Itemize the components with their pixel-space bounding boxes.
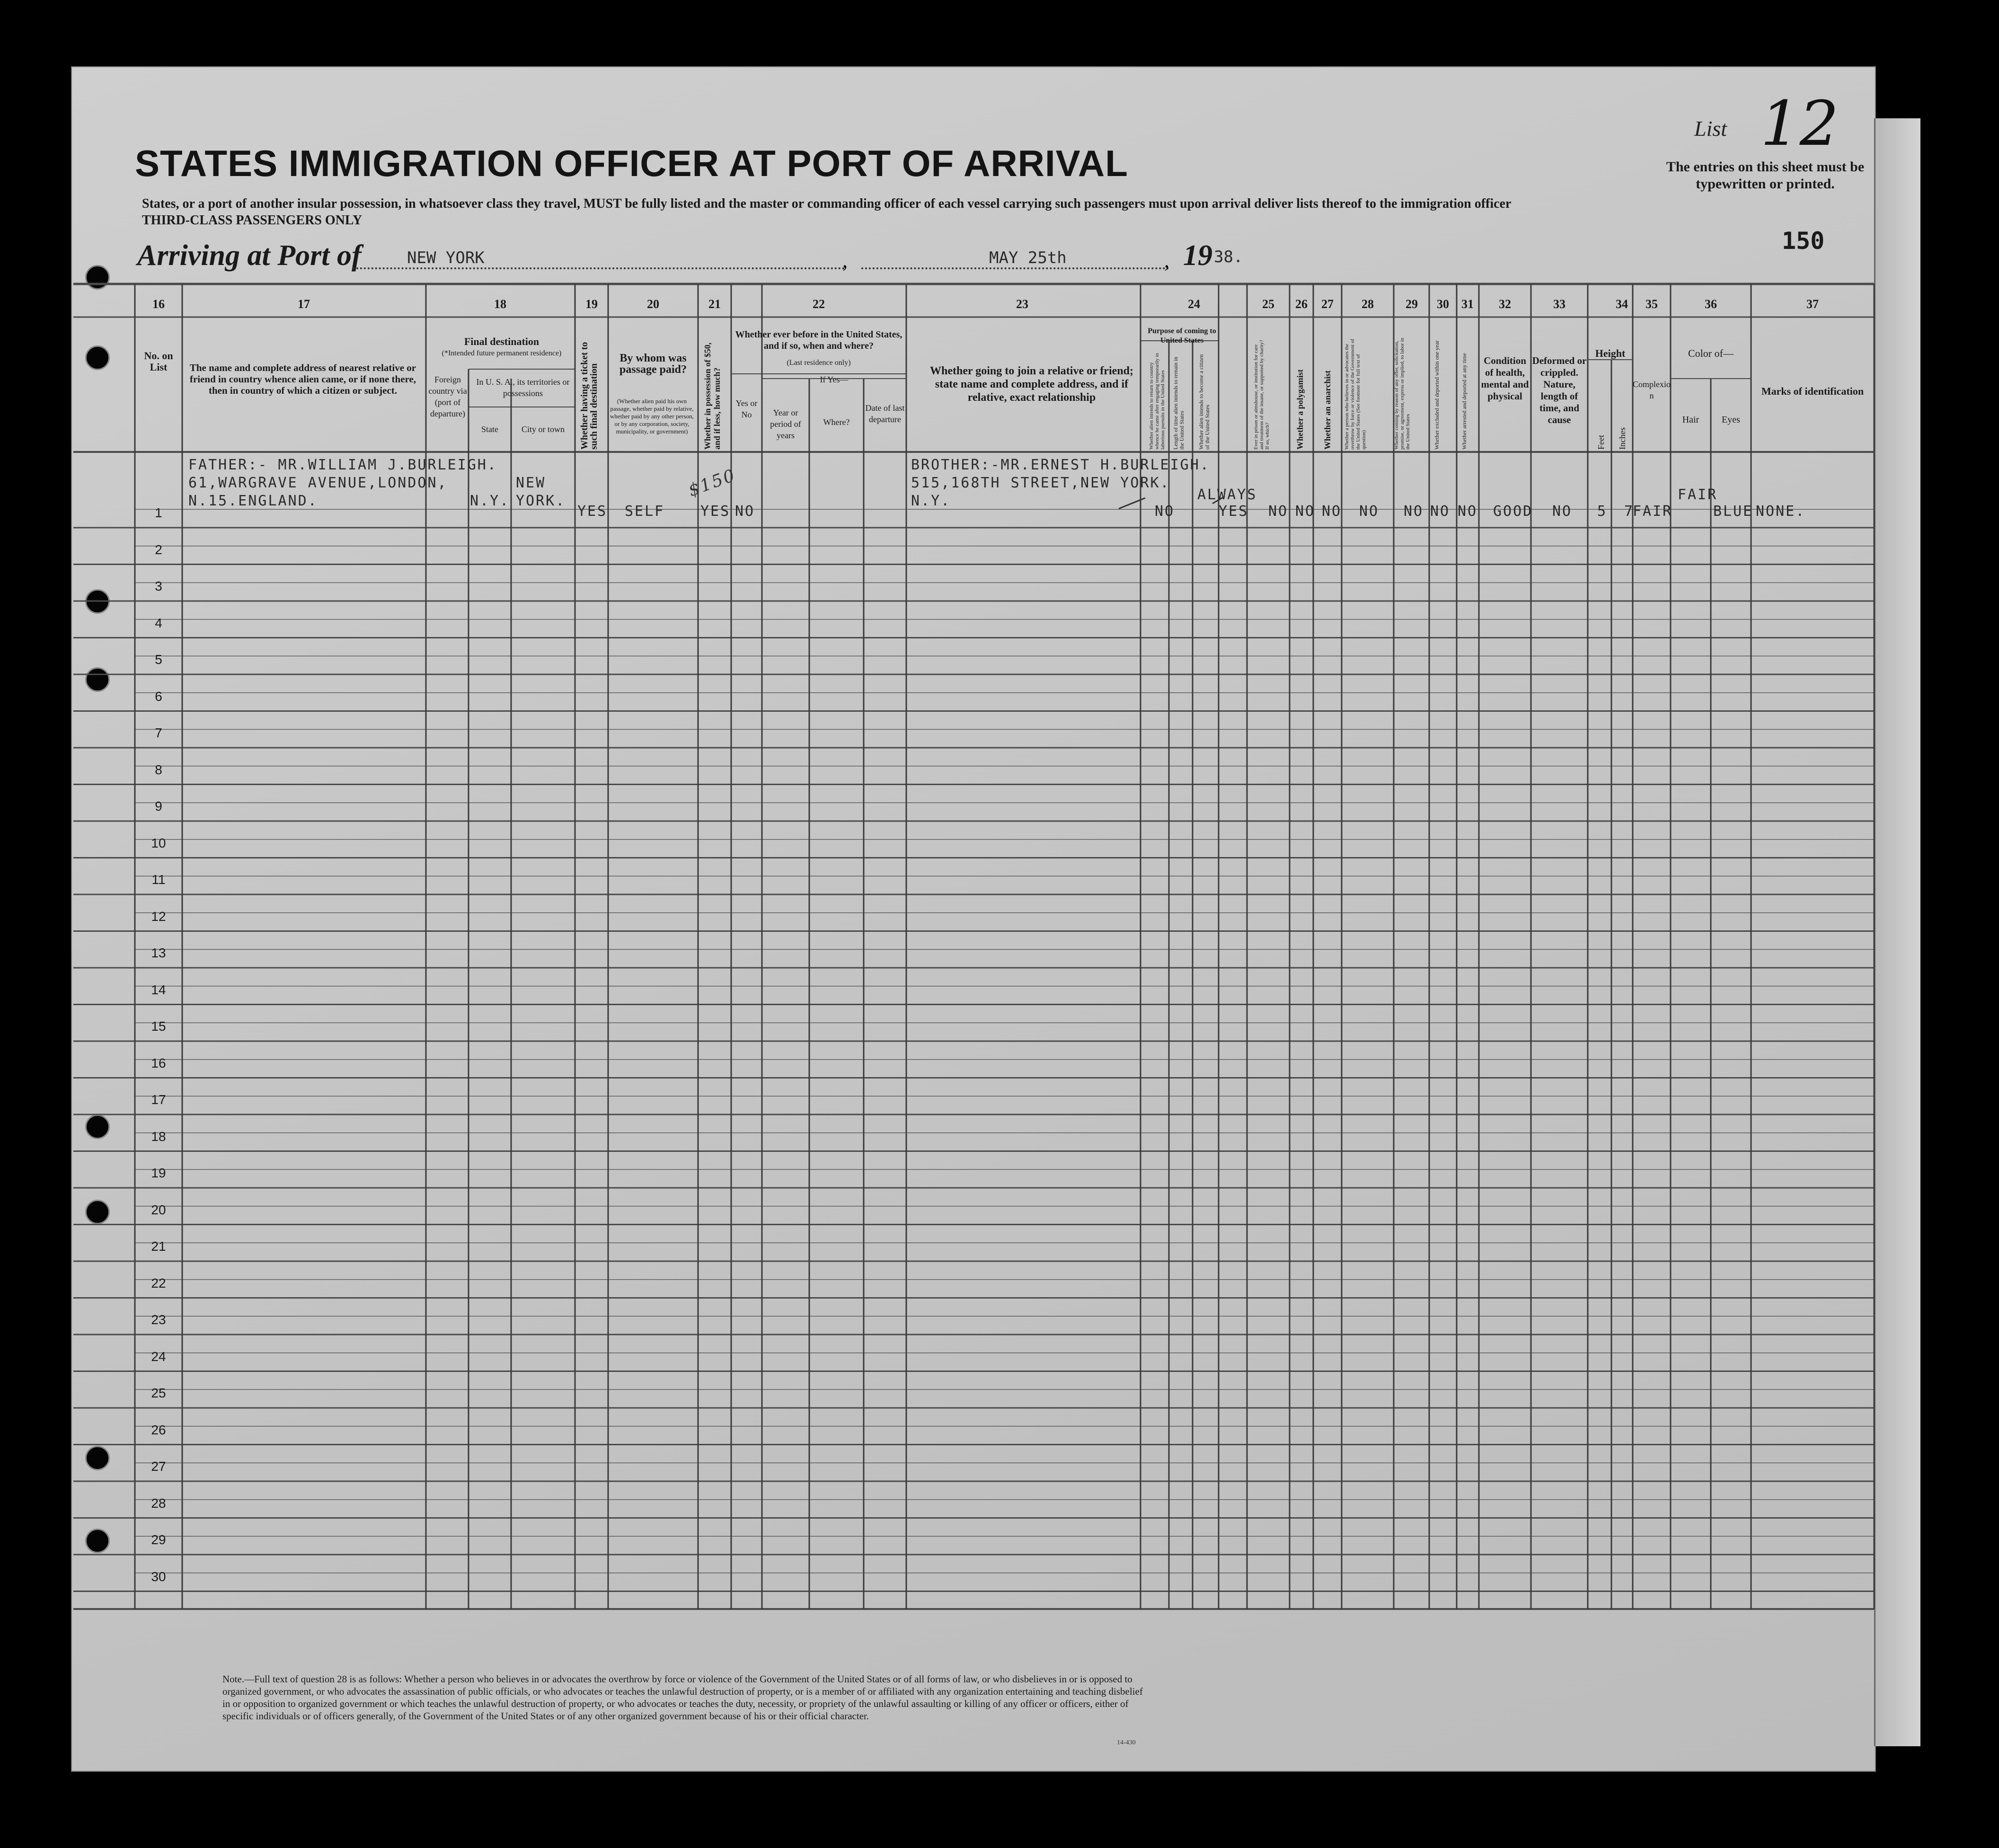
col-final-destination-sub: (*Intended future permanent residence) xyxy=(442,349,562,357)
row-number: 30 xyxy=(151,1569,166,1584)
col-city-header: City or town xyxy=(521,424,565,434)
col-prison-header: Ever in prison or almshouse, or institution for care and treatment of the insane, or supported by charity? If so, which? xyxy=(1253,340,1270,450)
col-fifty-dollars-header: Whether in possession of $50, and if less, how much? xyxy=(703,342,722,450)
col-color-header: Color of— xyxy=(1688,347,1734,359)
row-number: 2 xyxy=(155,542,162,557)
col-usa-header: In U. S. A., its territories or possessions xyxy=(476,377,570,398)
col-join-relative-header: Whether going to join a relative or friend; state name and complete address, and if relative, exact relationship xyxy=(930,365,1133,404)
row-number: 12 xyxy=(151,909,166,924)
height-inches-value: 7 xyxy=(1624,503,1635,520)
col-labor-offer-header: Whether coming by reason of any offer, solicitation, promise, or agreement, express or implied, to labor in the United States xyxy=(1394,337,1411,450)
column-number: 17 xyxy=(298,297,310,311)
col-purpose-header: Purpose of coming to United States xyxy=(1148,327,1216,345)
col-marks-header: Marks of identification xyxy=(1761,385,1864,397)
col-passage-paid-header: By whom was passage paid? xyxy=(619,352,687,376)
column-number: 29 xyxy=(1406,297,1418,311)
col-ticket-header: Whether having a ticket to such final destination xyxy=(579,342,599,450)
col-citizen-header: Whether alien intends to become a citizen of the United States xyxy=(1198,354,1211,450)
column-number: 37 xyxy=(1806,297,1819,311)
list-number: 12 xyxy=(1760,88,1839,159)
sheet-number: 150 xyxy=(1782,227,1825,255)
destination-state: N.Y. xyxy=(470,493,510,509)
column-number: 36 xyxy=(1705,297,1717,311)
length-stay-value: ALWAYS xyxy=(1197,486,1257,503)
column-number: 34 xyxy=(1616,297,1628,311)
overthrow-value: NO xyxy=(1359,503,1380,520)
col-feet-header: Feet xyxy=(1596,435,1606,450)
col-overthrow-header: Whether a person who believes in or advocates the overthrow by force or violence of the Government of the United States (See footnote for full text of question) xyxy=(1344,339,1367,450)
row-number: 5 xyxy=(155,652,162,667)
ticket-value: YES xyxy=(577,503,608,520)
col-before-in-us-header: Whether ever before in the United States, and if so, when and where? xyxy=(735,329,902,351)
col-before-in-us-sub: (Last residence only) xyxy=(787,359,851,367)
join-relative-address: N.Y. xyxy=(911,493,951,509)
anarchist-value: NO xyxy=(1322,503,1342,520)
col-final-destination-title: Final destination xyxy=(464,336,540,347)
col-deformed-header: Deformed or crippled. Nature, length of time, and cause xyxy=(1532,355,1587,425)
row-number: 21 xyxy=(151,1239,166,1254)
col-no-on-list-header: No. on List xyxy=(144,350,173,373)
row-number: 20 xyxy=(151,1202,166,1217)
col-height-header: Height xyxy=(1595,347,1626,359)
page-title: STATES IMMIGRATION OFFICER AT PORT OF ARRIVAL xyxy=(135,142,1128,184)
col-hair-header: Hair xyxy=(1682,415,1699,425)
comma: , xyxy=(842,249,848,272)
relative-name: FATHER:- MR.WILLIAM J.BURLEIGH. xyxy=(188,457,497,473)
money-value: YES xyxy=(700,503,731,520)
year-prefix: 19 xyxy=(1183,239,1212,272)
relative-address-line: 61,WARGRAVE AVENUE,LONDON, xyxy=(188,475,448,491)
row-number: 29 xyxy=(151,1532,166,1547)
list-label: List xyxy=(1694,116,1727,141)
year-value: 38. xyxy=(1214,248,1243,266)
col-eyes-header: Eyes xyxy=(1722,415,1740,425)
row-number: 14 xyxy=(151,982,166,997)
row-number: 10 xyxy=(151,835,166,850)
date-value: MAY 25th xyxy=(989,248,1067,267)
col-arrested-header: Whether arrested and deported at any time xyxy=(1461,353,1468,450)
row-number: 28 xyxy=(151,1495,166,1511)
row-number: 26 xyxy=(151,1422,166,1437)
column-number: 26 xyxy=(1295,297,1308,311)
health-value: GOOD xyxy=(1493,503,1533,520)
hair-value: FAIR xyxy=(1678,486,1718,503)
column-number: 24 xyxy=(1188,297,1200,311)
relative-address-line: N.15.ENGLAND. xyxy=(188,493,318,509)
polygamist-value: NO xyxy=(1295,503,1316,520)
column-number: 21 xyxy=(708,297,721,311)
row-number: 25 xyxy=(151,1386,166,1400)
complexion-value: FAIR xyxy=(1633,503,1673,520)
col-passage-paid-sub: (Whether alien paid his own passage, whether paid by relative, whether paid by any other person, or by any corporation, society, municipality, or government) xyxy=(610,398,694,435)
column-number: 25 xyxy=(1262,297,1274,311)
col-yes-no-header: Yes or No xyxy=(735,398,758,419)
row-number: 24 xyxy=(151,1349,166,1364)
col-last-departure-header: Date of last departure xyxy=(865,403,905,424)
column-number: 22 xyxy=(813,297,825,311)
col-complexion-header: Complexion xyxy=(1633,380,1671,400)
excluded-value: NO xyxy=(1430,503,1451,520)
col-relative-header: The name and complete address of nearest relative or friend in country whence alien came, or if none there, then in country of which a citizen or subject. xyxy=(189,362,416,396)
col-health-header: Condition of health, mental and physical xyxy=(1481,355,1529,402)
row-number: 22 xyxy=(151,1275,166,1291)
arrested-value: NO xyxy=(1458,503,1478,520)
row-number: 16 xyxy=(151,1055,166,1070)
typewritten-note: The entries on this sheet must be typewritten or printed. xyxy=(1666,159,1865,192)
eyes-value: BLUE xyxy=(1713,503,1753,520)
form-number: 14-430 xyxy=(1117,1739,1136,1746)
destination-city: YORK. xyxy=(516,493,566,509)
column-number: 20 xyxy=(647,297,659,311)
column-number: 16 xyxy=(152,297,165,311)
column-number: 33 xyxy=(1553,297,1566,311)
col-period-header: Year or period of years xyxy=(770,408,801,440)
arriving-label: Arriving at Port of xyxy=(137,239,362,272)
passenger-class-label: THIRD-CLASS PASSENGERS ONLY xyxy=(142,213,363,228)
row-number: 19 xyxy=(151,1166,166,1180)
prison-value: NO xyxy=(1268,503,1289,520)
labor-offer-value: NO xyxy=(1404,503,1424,520)
return-intent-value: NO xyxy=(1155,503,1175,520)
join-relative-address: 515,168TH STREET,NEW YORK. xyxy=(911,475,1170,491)
row-number: 11 xyxy=(151,872,166,887)
col-length-stay-header: Length of time alien intends to remain in the United States xyxy=(1172,356,1185,450)
column-number: 28 xyxy=(1362,297,1374,311)
column-number: 35 xyxy=(1645,297,1658,311)
column-number: 30 xyxy=(1437,297,1449,311)
comma: , xyxy=(1164,249,1169,272)
join-relative-name: BROTHER:-MR.ERNEST H.BURLEIGH. xyxy=(911,457,1210,473)
height-feet-value: 5 xyxy=(1597,503,1608,520)
port-value: NEW YORK xyxy=(407,248,485,267)
citizen-value: YES xyxy=(1219,503,1249,520)
col-anarchist-header: Whether an anarchist xyxy=(1323,370,1332,450)
row-number: 17 xyxy=(151,1092,166,1107)
destination-city: NEW xyxy=(516,475,546,491)
col-polygamist-header: Whether a polygamist xyxy=(1295,369,1305,450)
row-number: 27 xyxy=(151,1459,166,1474)
col-excluded-header: Whether excluded and deported within one year xyxy=(1433,340,1440,450)
footnote: Note.—Full text of question 28 is as follows: Whether a person who believes in or advocates the overthrow by force or violence of the Government of the United States or of all forms of law, or who disbelieves in or is opposed to organized government, or who advocates the assassination of public officials, or who advocates or teaches the unlawful destruction of property, or is a member of or affiliated with any organization entertaining and teaching disbelief in or opposition to organized government or which teaches the unlawful destruction of property, or who advocates or teaches the duty, necessity, or propriety of the unlawful assaulting or killing of any officer or officers, either of specific individuals or of officers generally, of the Government of the United States or of any other organized government because of his or their official character. xyxy=(222,1673,1143,1722)
row-number: 9 xyxy=(155,799,162,813)
column-number: 23 xyxy=(1016,297,1028,311)
instruction-text: States, or a port of another insular possession, in whatsoever class they travel, MUST be fully listed and the master or commanding officer of each vessel carrying such passengers must upon arrival deliver lists thereof to the immigration officer xyxy=(142,196,1512,211)
passage-paid-value: SELF xyxy=(625,503,665,520)
deformed-value: NO xyxy=(1552,503,1573,520)
money-handwritten: $150 xyxy=(686,465,739,501)
col-foreign-country-header: Foreign country via (port of departure) xyxy=(428,375,467,418)
col-state-header: State xyxy=(481,424,498,434)
row-number: 15 xyxy=(151,1019,166,1034)
column-number: 31 xyxy=(1461,297,1474,311)
col-if-yes-header: If Yes— xyxy=(820,375,849,384)
before-in-us-value: NO xyxy=(735,503,755,520)
col-where-header: Where? xyxy=(823,417,850,427)
column-number: 19 xyxy=(585,297,598,311)
row-number: 7 xyxy=(155,725,162,740)
row-number: 1 xyxy=(155,505,162,520)
col-inches-header: Inches xyxy=(1618,427,1627,450)
col-return-intent-header: Whether alien intends to return to country whence he came after engaging temporarily in laborious pursuits in the United States xyxy=(1149,353,1166,450)
column-number: 27 xyxy=(1321,297,1334,311)
row-number: 18 xyxy=(151,1129,166,1144)
row-number: 8 xyxy=(155,762,162,777)
row-number: 3 xyxy=(155,579,162,593)
column-number: 32 xyxy=(1499,297,1511,311)
column-number: 18 xyxy=(494,297,506,311)
row-number: 23 xyxy=(151,1312,166,1327)
row-number: 6 xyxy=(155,689,162,704)
row-number: 13 xyxy=(151,946,166,960)
row-number: 4 xyxy=(155,615,162,630)
marks-value: NONE. xyxy=(1756,503,1806,520)
